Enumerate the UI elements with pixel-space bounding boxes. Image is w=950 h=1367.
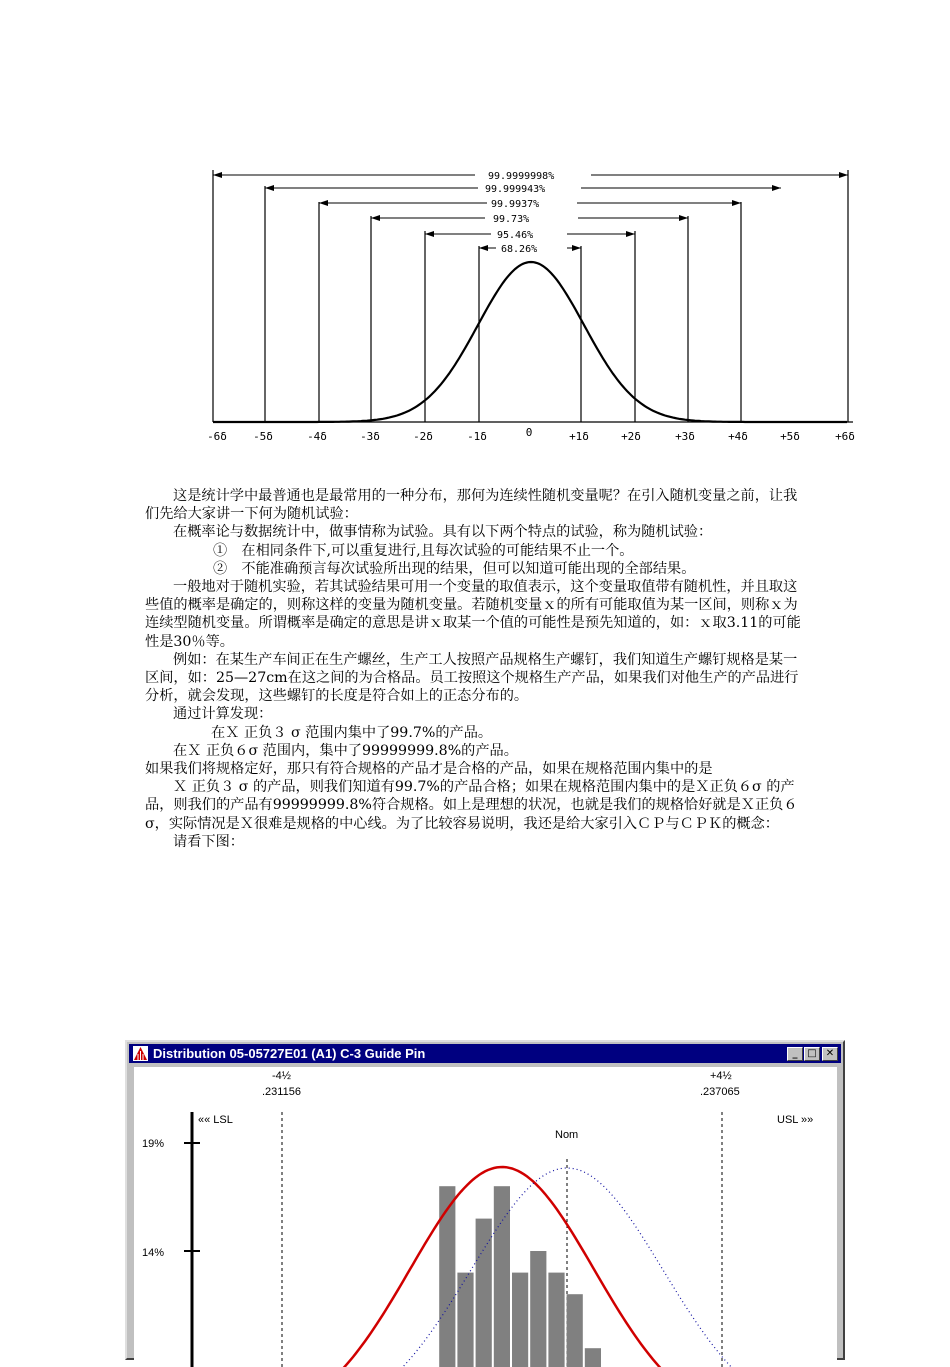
paragraph: 在Ｘ 正负３ σ 范围内集中了99.7%的产品。 bbox=[211, 724, 493, 741]
body-text bbox=[145, 487, 810, 851]
usl-value-label: .237065 bbox=[700, 1086, 740, 1098]
window-titlebar[interactable] bbox=[129, 1044, 841, 1063]
paragraph: 在概率论与数据统计中，做事情称为试验。具有以下两个特点的试验，称为随机试验： bbox=[173, 524, 713, 541]
histogram-bar bbox=[548, 1273, 564, 1367]
paragraph: 请看下图： bbox=[173, 833, 244, 850]
bracket-label-6: 99.9999998% bbox=[488, 171, 555, 182]
y-tick-label: 19% bbox=[142, 1138, 165, 1150]
y-tick-label: 14% bbox=[142, 1247, 165, 1259]
bracket-label-1: 68.26% bbox=[501, 244, 538, 255]
paragraph: 在Ｘ 正负６σ 范围内，集中了99999999.8%的产品。 bbox=[173, 742, 518, 759]
lsl-sigma-label: -4½ bbox=[272, 1070, 291, 1082]
histogram-bar bbox=[439, 1186, 455, 1367]
paragraph: 一般地对于随机实验，若其试验结果可用一个变量的取值表示，这个变量取值带有随机性，并且取这些值的概率是确定的，则称这样的变量为随机变量。若随机变量ｘ的所有可能取值为某一区间，则称ｘ为连续型随机变量。所谓概率是确定的意思是讲ｘ取某一个值的可能性是预先知道的，如：ｘ取3.11的可能性是30％等。 bbox=[145, 579, 801, 650]
list-item: ① 在相同条件下,可以重复进行,且每次试验的可能结果不止一个。 bbox=[213, 542, 634, 559]
app-icon bbox=[133, 1046, 148, 1061]
nom-label: Nom bbox=[555, 1129, 579, 1141]
lsl-label: «« LSL bbox=[198, 1114, 233, 1126]
histogram-bar bbox=[567, 1294, 583, 1367]
tick-label: +1δ bbox=[569, 430, 589, 443]
paragraph: 如果我们将规格定好，那只有符合规格的产品才是合格的产品，如果在规格范围内集中的是 bbox=[145, 761, 713, 778]
lsl-value-label: .231156 bbox=[262, 1086, 301, 1098]
distribution-plot bbox=[134, 1067, 837, 1367]
usl-label: USL »» bbox=[777, 1114, 814, 1126]
tick-label: -3δ bbox=[360, 430, 380, 443]
paragraph: Ｘ 正负３ σ 的产品，则我们知道有99.7%的产品合格；如果在规格范围内集中的是Ｘ正负６σ 的产品，则我们的产品有99999999.8%符合规格。如上是理想的状况，也就是我们的规格恰好就是Ｘ正负６σ，实际情况是Ｘ很难是规格的中心线。为了比较容易说明，我还是给大家引入ＣＰ与ＣＰＫ的概念： bbox=[145, 779, 798, 832]
list-item: ② 不能准确预言每次试验所出现的结果，但可以知道可能出现的全部结果。 bbox=[213, 560, 696, 577]
normal-distribution-figure bbox=[195, 150, 875, 450]
bell-curve bbox=[213, 262, 847, 422]
close-button[interactable]: ✕ bbox=[822, 1047, 838, 1061]
histogram-bar bbox=[476, 1219, 492, 1367]
bracket-label-4: 99.9937% bbox=[491, 199, 540, 210]
tick-label: +2δ bbox=[621, 430, 641, 443]
bracket-label-2: 95.46% bbox=[497, 230, 534, 241]
histogram-bar bbox=[457, 1273, 473, 1367]
tick-label: +3δ bbox=[675, 430, 695, 443]
tick-label: +5δ bbox=[780, 430, 800, 443]
maximize-button[interactable]: □ bbox=[804, 1047, 820, 1061]
tick-label: 0 bbox=[525, 426, 533, 439]
usl-sigma-label: +4½ bbox=[710, 1070, 732, 1082]
histogram-bars bbox=[439, 1186, 601, 1367]
distribution-window bbox=[125, 1040, 845, 1360]
bracket-label-3: 99.73% bbox=[493, 214, 530, 225]
histogram-bar bbox=[530, 1251, 546, 1367]
paragraph: 这是统计学中最普通也是最常用的一种分布，那何为连续性随机变量呢？在引入随机变量之前，让我们先给大家讲一下何为随机试验： bbox=[145, 488, 798, 523]
minimize-button[interactable]: _ bbox=[787, 1047, 803, 1061]
tick-label: -1δ bbox=[467, 430, 487, 443]
tick-label: +6δ bbox=[835, 430, 855, 443]
tick-label: +4δ bbox=[728, 430, 748, 443]
window-title: Distribution 05-05727E01 (A1) C-3 Guide Pin bbox=[153, 1046, 426, 1061]
paragraph: 通过计算发现： bbox=[173, 706, 273, 723]
tick-label: -5δ bbox=[253, 430, 273, 443]
tick-label: -2δ bbox=[413, 430, 433, 443]
histogram-bar bbox=[585, 1348, 601, 1367]
distribution-chart bbox=[134, 1067, 837, 1367]
paragraph: 例如：在某生产车间正在生产螺丝，生产工人按照产品规格生产螺钉，我们知道生产螺钉规格是某一区间，如：25—27cm在这之间的为合格品。员工按照这个规格生产产品，如果我们对他生产的产品进行分析，就会发现，这些螺钉的长度是符合如上的正态分布的。 bbox=[145, 651, 799, 705]
tick-label: -6δ bbox=[207, 430, 227, 443]
tick-label: -4δ bbox=[307, 430, 327, 443]
bracket-label-5: 99.999943% bbox=[485, 184, 546, 195]
histogram-bar bbox=[512, 1273, 528, 1367]
